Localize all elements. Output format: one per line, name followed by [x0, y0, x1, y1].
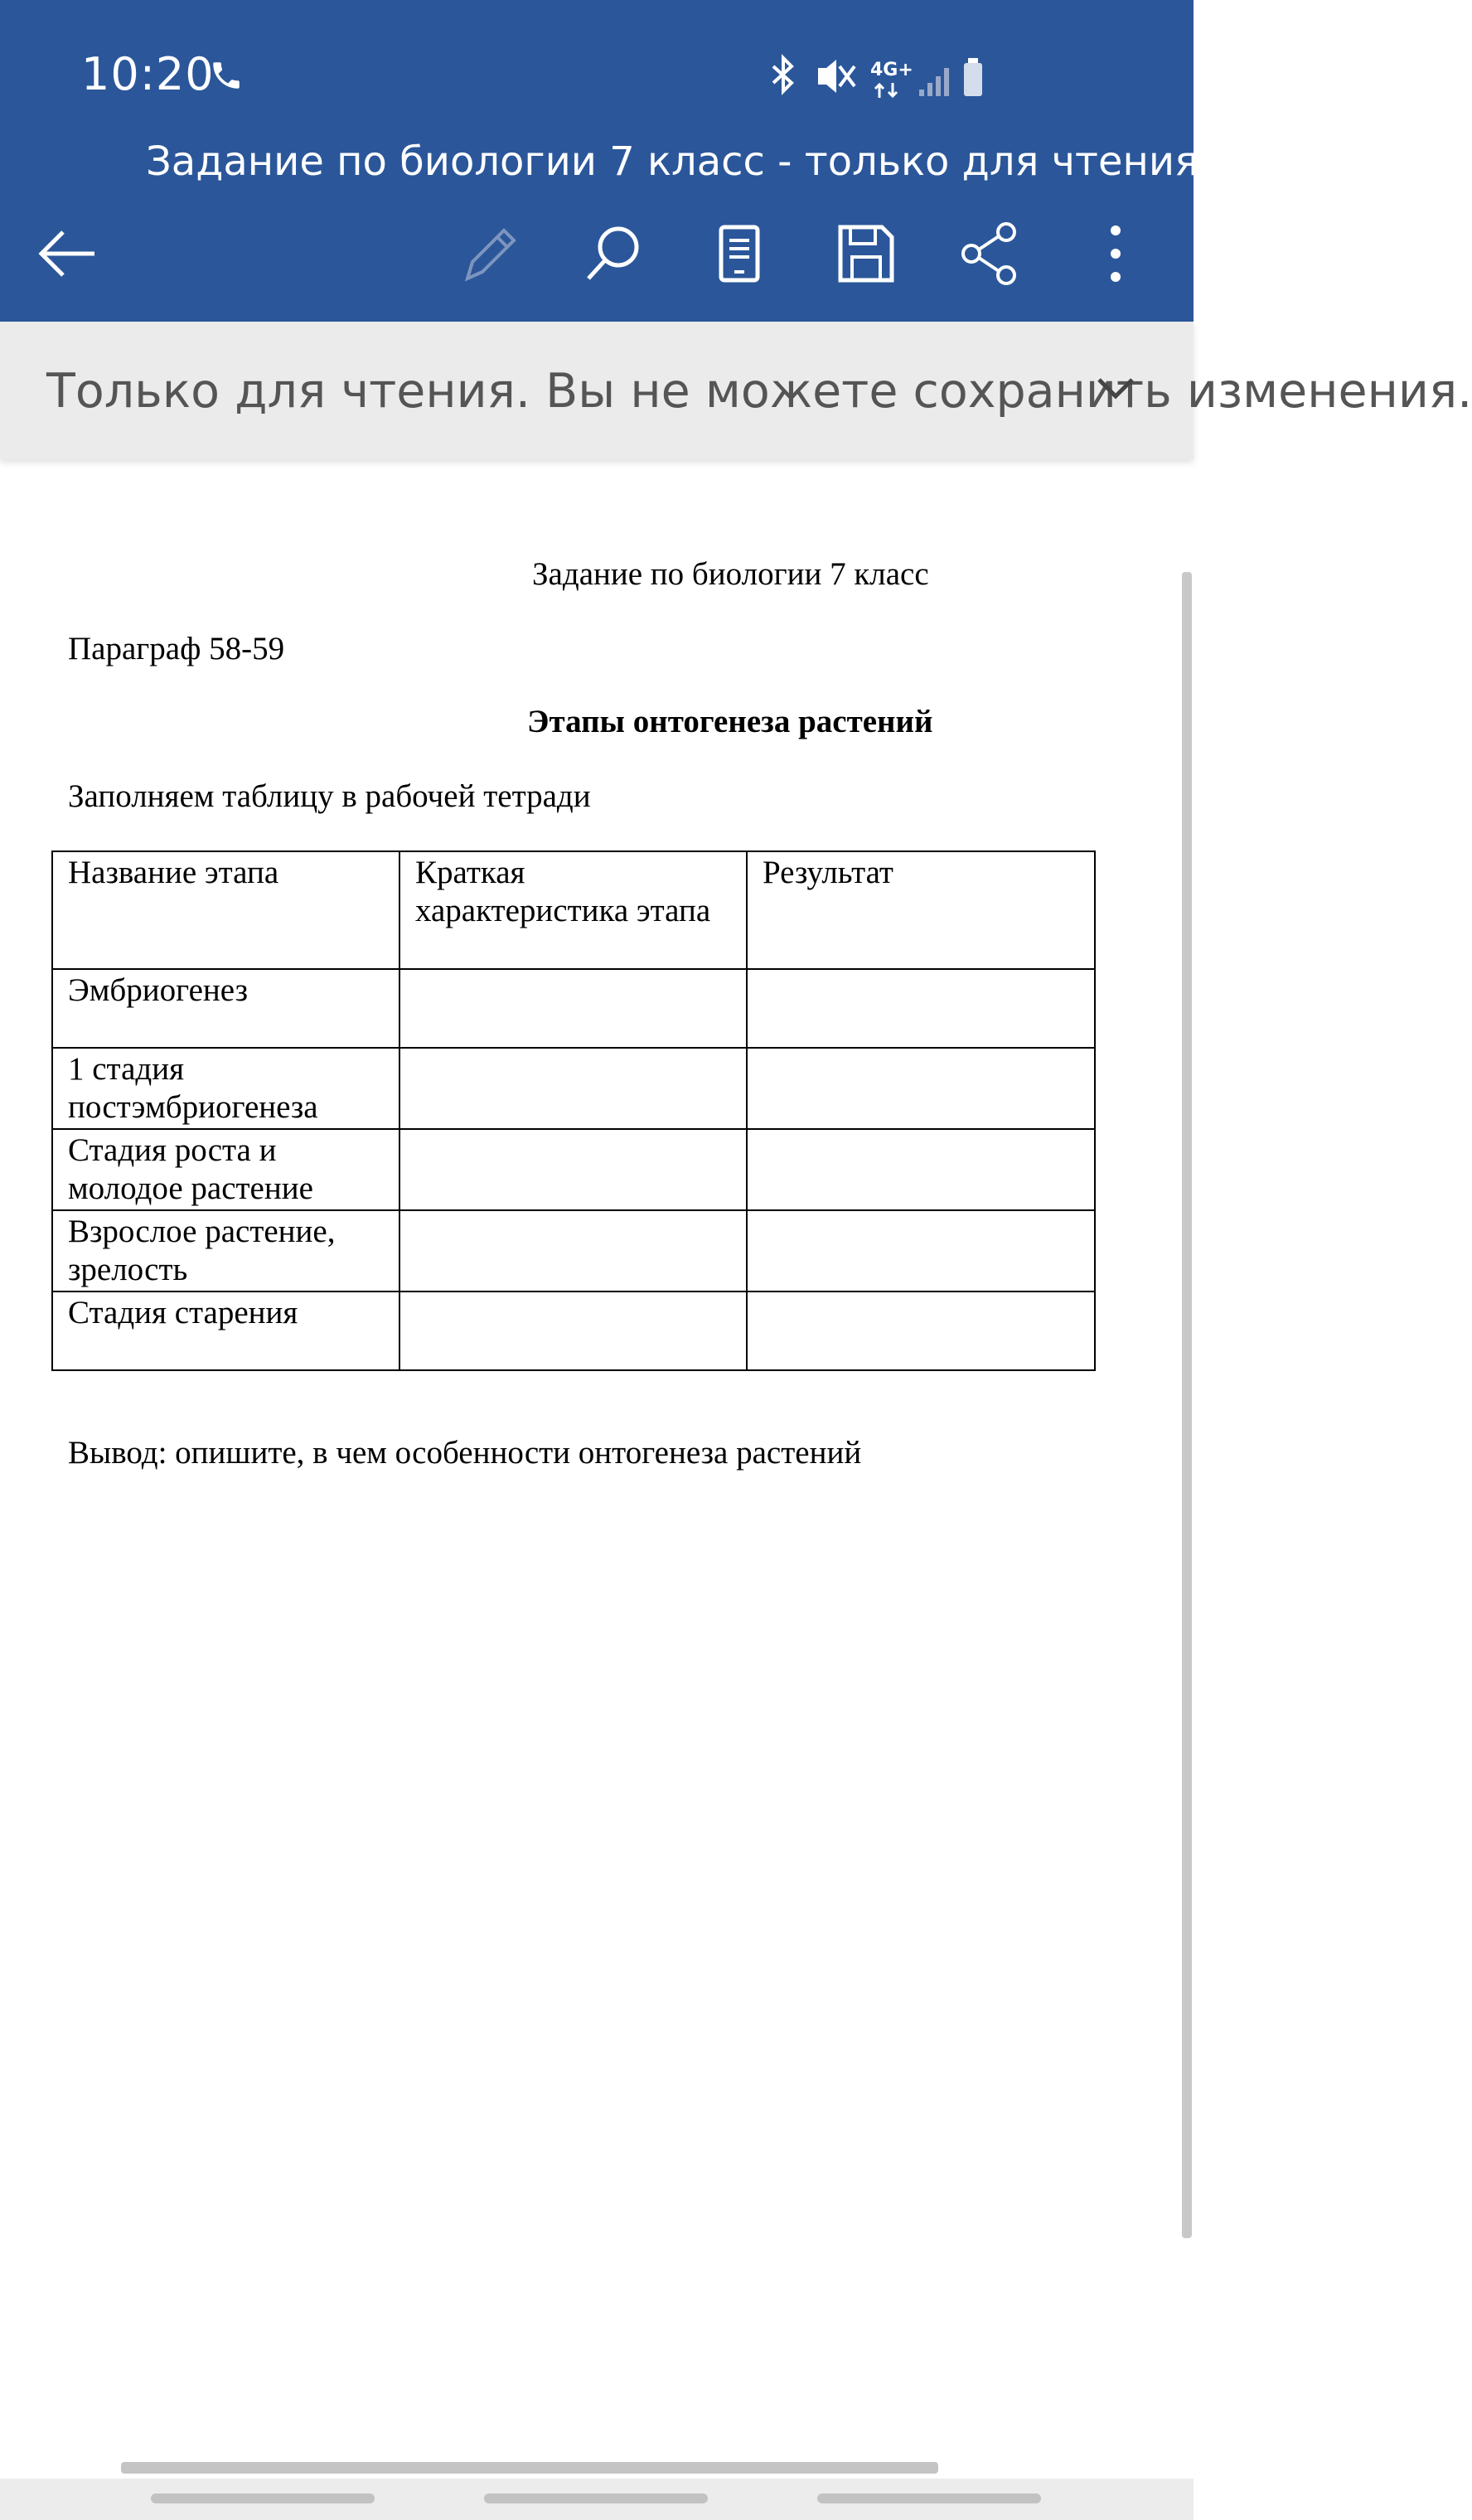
- table-cell: 1 стадия постэмбриогенеза: [52, 1048, 399, 1129]
- back-arrow-icon: [35, 220, 101, 287]
- table-cell: [747, 969, 1095, 1048]
- table-cell: [399, 1210, 747, 1292]
- share-button[interactable]: [956, 220, 1023, 287]
- expand-info-button[interactable]: [1091, 363, 1140, 417]
- save-button[interactable]: [832, 220, 898, 287]
- table-row: [52, 1048, 1095, 1129]
- pencil-icon: [456, 220, 522, 287]
- table-cell: [747, 1210, 1095, 1292]
- more-vertical-icon: [1082, 220, 1149, 287]
- nav-back-handle[interactable]: [817, 2493, 1041, 2503]
- table-header-cell: Краткая характеристика этапа: [399, 851, 747, 969]
- doc-title: Задание по биологии 7 класс: [532, 556, 929, 592]
- table-cell: Стадия старения: [52, 1292, 399, 1370]
- read-only-info-bar[interactable]: [0, 322, 1472, 459]
- nav-recent-apps-handle[interactable]: [151, 2493, 375, 2503]
- vertical-scrollbar[interactable]: [1182, 572, 1192, 2238]
- status-bar: [0, 0, 1194, 141]
- phone-call-icon: [209, 58, 244, 97]
- bluetooth-icon: [773, 58, 792, 91]
- table-cell: [399, 969, 747, 1048]
- share-icon: [956, 220, 1023, 287]
- app-bar: [0, 0, 1198, 322]
- search-button[interactable]: [580, 220, 646, 287]
- doc-heading: Этапы онтогенеза растений: [527, 704, 933, 739]
- mobile-view-button[interactable]: [706, 220, 772, 287]
- mobile-view-icon: [706, 220, 772, 287]
- table-row: [52, 1129, 1095, 1210]
- horizontal-scrollbar[interactable]: [121, 2462, 938, 2474]
- system-nav-bar: [0, 2479, 1194, 2520]
- battery-icon: [964, 58, 982, 96]
- edit-button[interactable]: [456, 220, 522, 287]
- table-cell: [399, 1129, 747, 1210]
- table-header-cell: Название этапа: [52, 851, 399, 969]
- nav-home-handle[interactable]: [484, 2493, 708, 2503]
- table-cell: [747, 1292, 1095, 1370]
- doc-instruction: Заполняем таблицу в рабочей тетради: [68, 778, 591, 814]
- back-button[interactable]: [35, 220, 101, 287]
- data-arrows-icon: [873, 81, 903, 99]
- table-cell: [747, 1129, 1095, 1210]
- save-icon: [832, 220, 898, 287]
- table-header-row: [52, 851, 1095, 969]
- signal-icon: [919, 68, 949, 96]
- table-cell: [399, 1048, 747, 1129]
- search-icon: [580, 220, 646, 287]
- chevron-down-icon: [1091, 363, 1140, 413]
- doc-paragraph-ref: Параграф 58-59: [68, 631, 285, 666]
- table-header-cell: Результат: [747, 851, 1095, 969]
- table-row: [52, 969, 1095, 1048]
- stages-table: [51, 850, 1096, 1371]
- table-cell: Эмбриогенез: [52, 969, 399, 1048]
- table-row: [52, 1210, 1095, 1292]
- more-options-button[interactable]: [1082, 220, 1149, 287]
- network-type-label: 4G+: [870, 60, 913, 80]
- document-page[interactable]: [0, 464, 1177, 2437]
- mute-icon: [818, 60, 855, 93]
- table-cell: [747, 1048, 1095, 1129]
- table-row: [52, 1292, 1095, 1370]
- status-time: 10:20: [81, 48, 215, 100]
- info-bar-message: Только для чтения. Вы не можете сохранить изменения.: [46, 364, 1472, 419]
- table-cell: [399, 1292, 747, 1370]
- doc-conclusion: Вывод: опишите, в чем особенности онтогенеза растений: [68, 1435, 862, 1471]
- document-title: Задание по биологии 7 класс - только для чтения: [146, 138, 1198, 185]
- table-cell: Взрослое растение, зрелость: [52, 1210, 399, 1292]
- table-cell: Стадия роста и молодое растение: [52, 1129, 399, 1210]
- system-icons: [767, 53, 990, 107]
